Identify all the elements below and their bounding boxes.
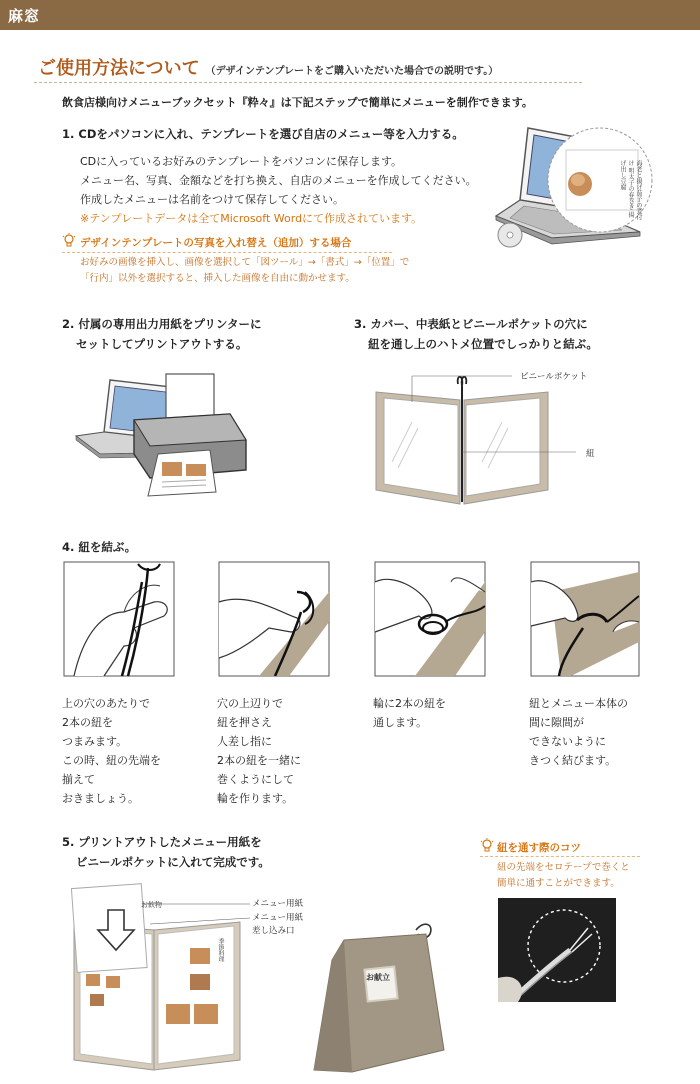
tip2-line: 簡単に通すことができます。 <box>497 878 620 889</box>
label-string: 紐 <box>586 449 595 459</box>
page-title <box>38 54 498 80</box>
caption-line: この時、紐の先端を <box>62 754 161 767</box>
step1-note: ※テンプレートデータは全てMicrosoft Wordにて作成されています。 <box>80 212 423 225</box>
knot-step3-photo <box>375 562 485 676</box>
caption-line: おきましょう。 <box>62 792 139 805</box>
caption-line: 紐を押さえ <box>217 716 272 729</box>
lightbulb-icon <box>480 838 494 854</box>
step2-heading-line: 2. 付属の専用出力用紙をプリンターに <box>62 317 262 331</box>
step4-heading: 4. 紐を結ぶ。 <box>62 540 137 554</box>
step5-heading-line: ビニールポケットに入れて完成です。 <box>76 855 270 869</box>
tip2-divider <box>480 856 640 857</box>
tip-string-photo <box>498 898 616 1002</box>
step3-heading <box>354 314 598 354</box>
tip1-divider <box>62 252 392 253</box>
menu-insert-illustration <box>70 884 250 1074</box>
menu-paper-title: お飲物 <box>141 901 162 909</box>
screen-menu-item: 明太子の春巻き <box>627 167 634 210</box>
caption-line: つまみます。 <box>62 735 128 748</box>
knot-step3-caption <box>373 694 446 732</box>
cover-title: お献立 <box>366 973 390 982</box>
label-menu-slot <box>252 912 303 938</box>
knot-step4-caption <box>529 694 628 770</box>
caption-line: 輪を作ります。 <box>217 792 294 805</box>
tip1-line: お好みの画像を挿入し、画像を選択して「図ツール」→「書式」→「位置」で <box>80 257 410 268</box>
label-menu-slot-line: 差し込み口 <box>252 926 295 936</box>
tip2-title: 紐を通す際のコツ <box>497 842 581 854</box>
step2-heading-line: セットしてプリントアウトする。 <box>76 337 248 351</box>
tip1-line: 「行内」以外を選択すると、挿入した画像を自由に動かせます。 <box>80 273 355 284</box>
caption-line: できないように <box>529 735 606 748</box>
step1-line: メニュー名、写真、金額などを打ち換え、自店のメニューを作成してください。 <box>80 174 477 187</box>
step3-heading-line: 紐を通し上のハトメ位置でしっかりと結ぶ。 <box>368 337 598 351</box>
menu-book-string-illustration <box>372 372 552 507</box>
caption-line: 揃えて <box>62 773 95 786</box>
printer-illustration <box>70 370 270 500</box>
label-vinyl-pocket: ビニールポケット <box>520 372 588 382</box>
label-menu-paper: メニュー用紙 <box>252 899 304 909</box>
lightbulb-icon <box>62 233 76 249</box>
screen-menu-item: 海老と揚げ茄子の煮付け <box>627 160 642 220</box>
screen-menu-item: 揚げ出し豆腐 <box>619 160 634 218</box>
step1-line: CDに入っているお好みのテンプレートをパソコンに保存します。 <box>80 155 403 168</box>
step2-heading <box>62 314 261 354</box>
caption-line: 人差し指に <box>217 735 272 748</box>
caption-line: 穴の上辺りで <box>217 697 283 710</box>
tip2-line: 紐の先端をセロテープで巻くと <box>497 862 630 873</box>
step1-line: 作成したメニューは名前をつけて保存してください。 <box>80 193 344 206</box>
knot-step2-photo <box>219 562 329 676</box>
laptop-screen-menu <box>602 160 642 220</box>
tip1-title: デザインテンプレートの写真を入れ替え（追加）する場合 <box>80 237 352 249</box>
caption-line: 上の穴のあたりで <box>62 697 150 710</box>
step5-heading <box>62 832 270 872</box>
caption-line: 通します。 <box>373 716 428 729</box>
intro-text: 飲食店様向けメニューブックセット『粋々』は下記ステップで簡単にメニューを制作できます。 <box>62 96 533 109</box>
caption-line: 輪に2本の紐を <box>373 697 446 710</box>
caption-line: 巻くようにして <box>217 773 294 786</box>
page-title-sub: （デザインテンプレートをご購入いただいた場合での説明です。） <box>205 66 499 77</box>
knot-step1-photo <box>64 562 174 676</box>
page-title-main: ご使用方法について <box>38 58 200 79</box>
menu-paper-title2: 季節料理 <box>217 938 224 962</box>
step3-heading-line: 3. カバー、中表紙とビニールポケットの穴に <box>354 317 588 331</box>
knot-step1-caption <box>62 694 161 808</box>
knot-step2-caption <box>217 694 301 808</box>
brand-name: 麻窓 <box>8 7 41 25</box>
knot-step4-photo <box>531 562 639 676</box>
title-divider <box>34 82 582 83</box>
step5-heading-line: 5. プリントアウトしたメニュー用紙を <box>62 835 262 849</box>
tip2-body <box>497 860 630 892</box>
caption-line: きつく結びます。 <box>529 754 617 767</box>
tip1-body <box>80 255 409 287</box>
label-menu-slot-line: メニュー用紙 <box>252 913 304 923</box>
step1-body <box>80 152 477 228</box>
finished-menu-book-illustration <box>306 920 456 1080</box>
step1-heading: 1. CDをパソコンに入れ、テンプレートを選び自店のメニュー等を入力する。 <box>62 127 464 141</box>
caption-line: 2本の紐を <box>62 716 113 729</box>
caption-line: 間に隙間が <box>529 716 584 729</box>
header-bar <box>0 0 700 30</box>
caption-line: 2本の紐を一緒に <box>217 754 301 767</box>
caption-line: 紐とメニュー本体の <box>529 697 628 710</box>
